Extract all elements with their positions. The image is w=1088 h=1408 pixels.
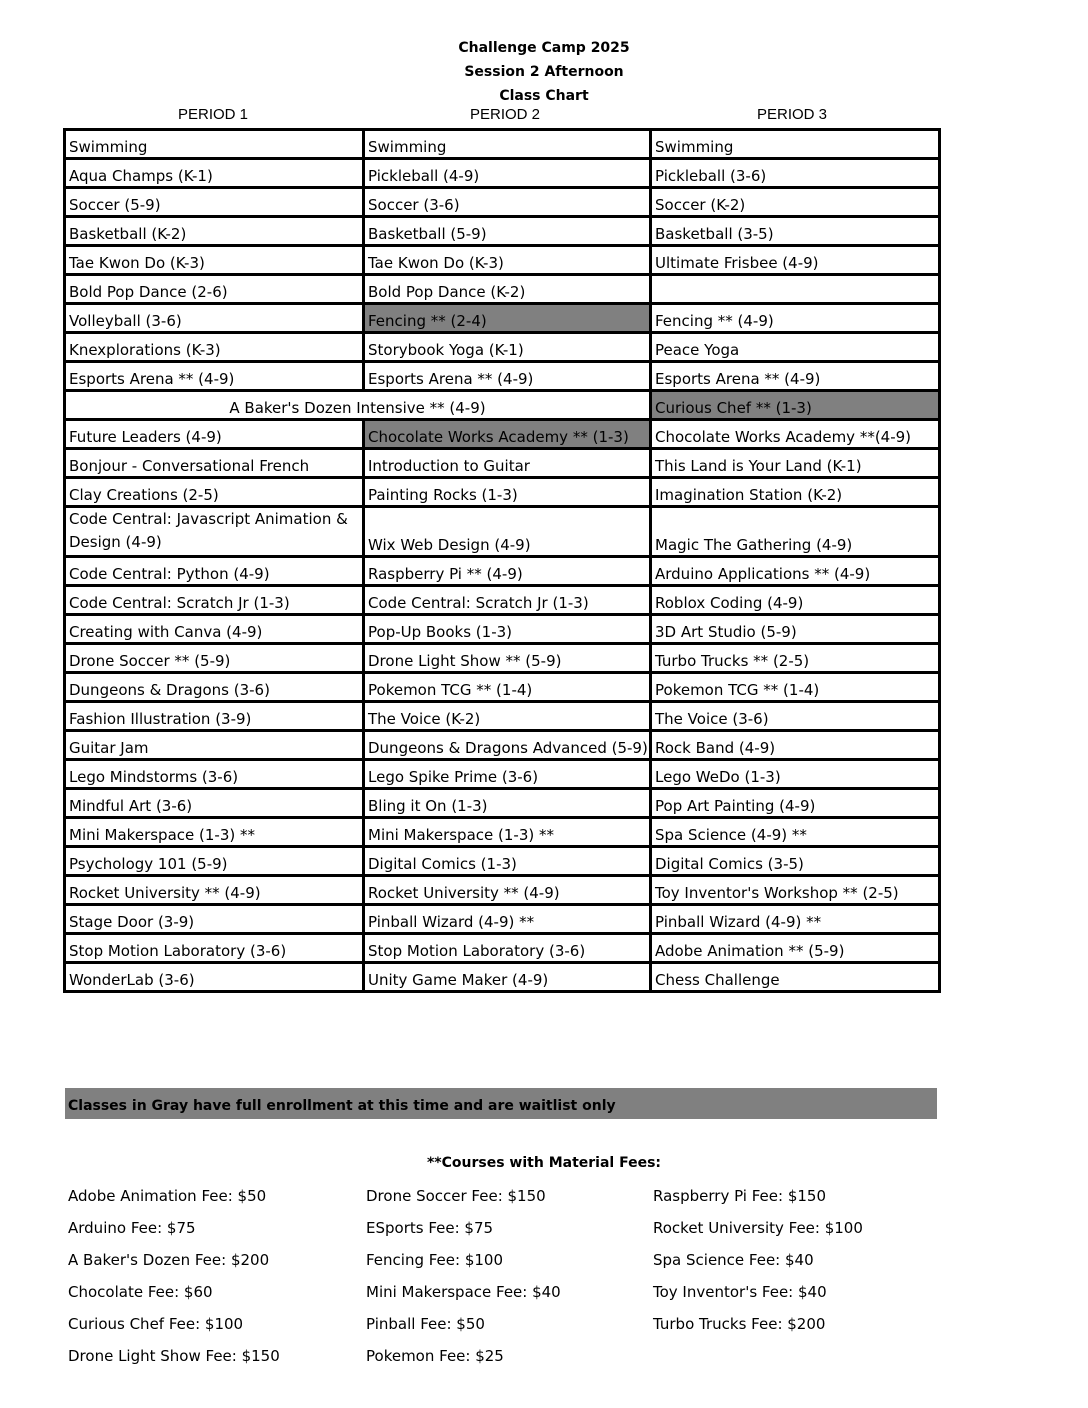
fee-item: A Baker's Dozen Fee: $200 xyxy=(68,1251,270,1269)
class-cell: Dungeons & Dragons (3-6) xyxy=(65,673,364,702)
class-cell: Bonjour - Conversational French xyxy=(65,449,364,478)
class-cell: Peace Yoga xyxy=(651,333,940,362)
table-row xyxy=(65,275,940,304)
waitlist-legend: Classes in Gray have full enrollment at this time and are waitlist only xyxy=(65,1088,937,1119)
class-cell: Magic The Gathering (4-9) xyxy=(651,507,940,557)
class-cell: Pickleball (3-6) xyxy=(651,159,940,188)
class-cell: Pickleball (4-9) xyxy=(364,159,651,188)
table-row xyxy=(65,731,940,760)
class-cell: Bold Pop Dance (2-6) xyxy=(65,275,364,304)
table-row xyxy=(65,644,940,673)
class-cell: Ultimate Frisbee (4-9) xyxy=(651,246,940,275)
class-cell: Drone Soccer ** (5-9) xyxy=(65,644,364,673)
class-cell-waitlist: Curious Chef ** (1-3) xyxy=(651,391,940,420)
class-cell: The Voice (K-2) xyxy=(364,702,651,731)
class-cell: Adobe Animation ** (5-9) xyxy=(651,934,940,963)
table-row xyxy=(65,449,940,478)
class-cell: Pinball Wizard (4-9) ** xyxy=(651,905,940,934)
fee-item: Fencing Fee: $100 xyxy=(366,1251,504,1269)
class-cell: This Land is Your Land (K-1) xyxy=(651,449,940,478)
table-row xyxy=(65,876,940,905)
class-cell: Fashion Illustration (3-9) xyxy=(65,702,364,731)
fee-item: ESports Fee: $75 xyxy=(366,1219,494,1237)
table-row xyxy=(65,478,940,507)
class-cell: Soccer (3-6) xyxy=(364,188,651,217)
class-cell: Painting Rocks (1-3) xyxy=(364,478,651,507)
table-row xyxy=(65,673,940,702)
class-cell-waitlist: Fencing ** (2-4) xyxy=(364,304,651,333)
table-row xyxy=(65,818,940,847)
material-fees-title: **Courses with Material Fees: xyxy=(426,1155,661,1171)
class-cell: Basketball (K-2) xyxy=(65,217,364,246)
class-cell: Mindful Art (3-6) xyxy=(65,789,364,818)
class-cell: Pop-Up Books (1-3) xyxy=(364,615,651,644)
table-row xyxy=(65,905,940,934)
class-cell: Digital Comics (1-3) xyxy=(364,847,651,876)
table-row xyxy=(65,586,940,615)
class-cell: Esports Arena ** (4-9) xyxy=(364,362,651,391)
fee-item: Drone Light Show Fee: $150 xyxy=(68,1347,280,1365)
class-cell: Code Central: Scratch Jr (1-3) xyxy=(65,586,364,615)
table-row xyxy=(65,847,940,876)
fee-item: Chocolate Fee: $60 xyxy=(68,1283,213,1301)
class-cell: Drone Light Show ** (5-9) xyxy=(364,644,651,673)
class-cell: Esports Arena ** (4-9) xyxy=(651,362,940,391)
fee-item: Toy Inventor's Fee: $40 xyxy=(653,1283,827,1301)
table-row xyxy=(65,507,940,557)
class-cell: Soccer (K-2) xyxy=(651,188,940,217)
table-row xyxy=(65,702,940,731)
class-cell: Bold Pop Dance (K-2) xyxy=(364,275,651,304)
table-row xyxy=(65,217,940,246)
class-cell: Basketball (5-9) xyxy=(364,217,651,246)
class-cell: 3D Art Studio (5-9) xyxy=(651,615,940,644)
class-cell: Aqua Champs (K-1) xyxy=(65,159,364,188)
table-row xyxy=(65,391,940,420)
table-row xyxy=(65,615,940,644)
class-cell: Stop Motion Laboratory (3-6) xyxy=(65,934,364,963)
class-cell-intensive: A Baker's Dozen Intensive ** (4-9) xyxy=(65,391,651,420)
period-2-heading: PERIOD 2 xyxy=(470,106,541,123)
class-cell: Psychology 101 (5-9) xyxy=(65,847,364,876)
fee-item: Rocket University Fee: $100 xyxy=(653,1219,863,1237)
table-row xyxy=(65,557,940,586)
class-cell: Introduction to Guitar xyxy=(364,449,651,478)
table-row xyxy=(65,246,940,275)
table-row xyxy=(65,304,940,333)
class-cell: Creating with Canva (4-9) xyxy=(65,615,364,644)
class-cell: Pop Art Painting (4-9) xyxy=(651,789,940,818)
doc-chart-label: Class Chart xyxy=(499,88,589,104)
class-cell: WonderLab (3-6) xyxy=(65,963,364,992)
class-cell: Soccer (5-9) xyxy=(65,188,364,217)
class-cell: Esports Arena ** (4-9) xyxy=(65,362,364,391)
class-cell: Chess Challenge xyxy=(651,963,940,992)
class-cell: Storybook Yoga (K-1) xyxy=(364,333,651,362)
table-row xyxy=(65,362,940,391)
class-cell-waitlist: Chocolate Works Academy ** (1-3) xyxy=(364,420,651,449)
class-cell: The Voice (3-6) xyxy=(651,702,940,731)
class-cell: Code Central: Javascript Animation & Design (4-9) xyxy=(65,507,364,557)
class-cell: Bling it On (1-3) xyxy=(364,789,651,818)
table-row xyxy=(65,130,940,159)
period-1-heading: PERIOD 1 xyxy=(178,106,249,123)
class-cell: Pokemon TCG ** (1-4) xyxy=(651,673,940,702)
class-cell: Turbo Trucks ** (2-5) xyxy=(651,644,940,673)
class-cell: Chocolate Works Academy **(4-9) xyxy=(651,420,940,449)
fee-item: Drone Soccer Fee: $150 xyxy=(366,1187,546,1205)
class-cell-empty xyxy=(651,275,940,304)
doc-title: Challenge Camp 2025 xyxy=(458,40,630,56)
table-row xyxy=(65,963,940,992)
class-cell: Pinball Wizard (4-9) ** xyxy=(364,905,651,934)
class-cell: Toy Inventor's Workshop ** (2-5) xyxy=(651,876,940,905)
class-cell: Guitar Jam xyxy=(65,731,364,760)
class-cell: Mini Makerspace (1-3) ** xyxy=(364,818,651,847)
table-row xyxy=(65,760,940,789)
class-cell: Rock Band (4-9) xyxy=(651,731,940,760)
class-cell: Rocket University ** (4-9) xyxy=(364,876,651,905)
class-chart-table xyxy=(63,128,941,993)
class-cell: Spa Science (4-9) ** xyxy=(651,818,940,847)
class-cell: Tae Kwon Do (K-3) xyxy=(65,246,364,275)
table-row xyxy=(65,789,940,818)
class-cell: Imagination Station (K-2) xyxy=(651,478,940,507)
class-cell: Code Central: Scratch Jr (1-3) xyxy=(364,586,651,615)
class-cell: Digital Comics (3-5) xyxy=(651,847,940,876)
class-cell: Basketball (3-5) xyxy=(651,217,940,246)
table-row xyxy=(65,188,940,217)
class-cell: Fencing ** (4-9) xyxy=(651,304,940,333)
fee-item: Raspberry Pi Fee: $150 xyxy=(653,1187,826,1205)
class-cell: Future Leaders (4-9) xyxy=(65,420,364,449)
fee-item: Adobe Animation Fee: $50 xyxy=(68,1187,267,1205)
class-cell: Clay Creations (2-5) xyxy=(65,478,364,507)
fee-item: Mini Makerspace Fee: $40 xyxy=(366,1283,561,1301)
table-row xyxy=(65,159,940,188)
class-cell: Swimming xyxy=(651,130,940,159)
class-cell: Lego WeDo (1-3) xyxy=(651,760,940,789)
class-cell: Lego Mindstorms (3-6) xyxy=(65,760,364,789)
class-cell: Raspberry Pi ** (4-9) xyxy=(364,557,651,586)
class-cell: Wix Web Design (4-9) xyxy=(364,507,651,557)
fee-item: Pokemon Fee: $25 xyxy=(366,1347,504,1365)
class-cell: Arduino Applications ** (4-9) xyxy=(651,557,940,586)
fee-item: Arduino Fee: $75 xyxy=(68,1219,196,1237)
class-cell: Code Central: Python (4-9) xyxy=(65,557,364,586)
class-cell: Lego Spike Prime (3-6) xyxy=(364,760,651,789)
class-cell: Volleyball (3-6) xyxy=(65,304,364,333)
class-cell: Unity Game Maker (4-9) xyxy=(364,963,651,992)
class-cell: Dungeons & Dragons Advanced (5-9) xyxy=(364,731,651,760)
fee-item: Curious Chef Fee: $100 xyxy=(68,1315,244,1333)
fee-item: Pinball Fee: $50 xyxy=(366,1315,485,1333)
class-cell: Rocket University ** (4-9) xyxy=(65,876,364,905)
class-cell: Pokemon TCG ** (1-4) xyxy=(364,673,651,702)
table-row xyxy=(65,333,940,362)
table-row xyxy=(65,420,940,449)
class-cell: Stop Motion Laboratory (3-6) xyxy=(364,934,651,963)
fee-item: Spa Science Fee: $40 xyxy=(653,1251,814,1269)
class-cell: Roblox Coding (4-9) xyxy=(651,586,940,615)
doc-subtitle: Session 2 Afternoon xyxy=(464,64,624,80)
table-row xyxy=(65,934,940,963)
class-cell: Swimming xyxy=(364,130,651,159)
period-3-heading: PERIOD 3 xyxy=(757,106,828,123)
fee-item: Turbo Trucks Fee: $200 xyxy=(653,1315,826,1333)
class-cell: Stage Door (3-9) xyxy=(65,905,364,934)
class-cell: Swimming xyxy=(65,130,364,159)
class-cell: Tae Kwon Do (K-3) xyxy=(364,246,651,275)
class-cell: Mini Makerspace (1-3) ** xyxy=(65,818,364,847)
class-cell: Knexplorations (K-3) xyxy=(65,333,364,362)
